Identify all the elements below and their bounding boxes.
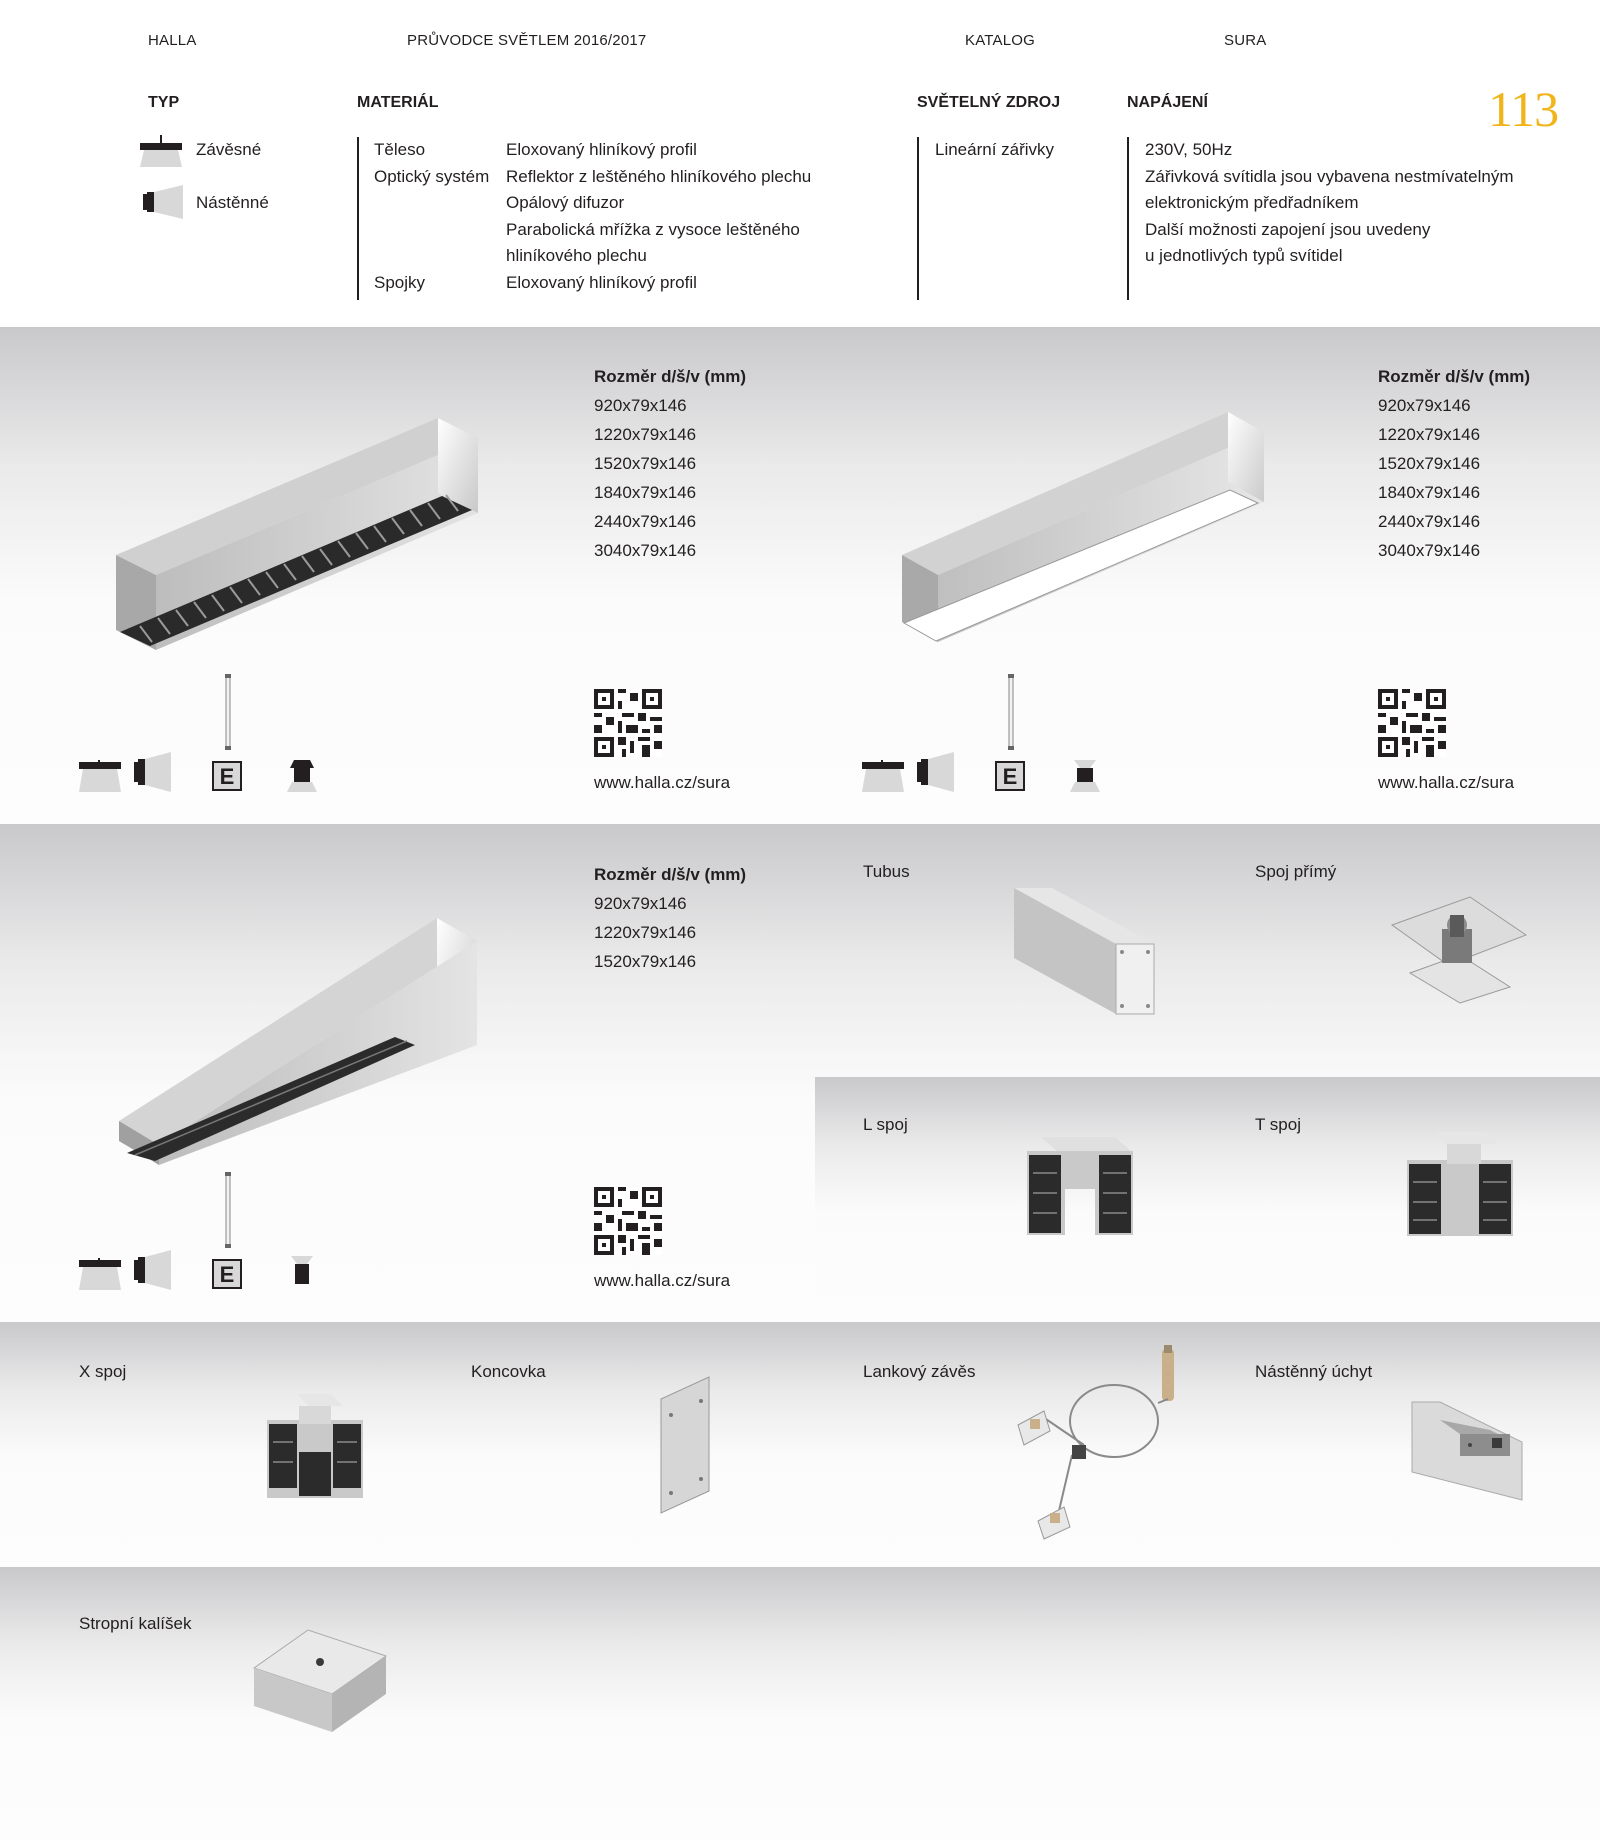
catalog-label: KATALOG: [965, 32, 1036, 49]
wall-bracket-image: [1410, 1400, 1525, 1502]
fluorescent-tube-icon: [1008, 674, 1014, 750]
material-row: Parabolická mřížka z vysoce leštěného: [506, 219, 800, 239]
pendant-icon: [79, 1258, 121, 1290]
lamp-icon-set: [79, 674, 339, 794]
product-1-url-link[interactable]: www.halla.cz/sura: [594, 773, 731, 792]
guide-title: PRŮVODCE SVĚTLEM 2016/2017: [407, 32, 647, 49]
dimension-item: 920x79x146: [594, 396, 687, 415]
pendant-icon: [79, 760, 121, 792]
svg-text:E: E: [1002, 764, 1018, 789]
dimension-item: 1520x79x146: [594, 952, 697, 971]
pendant-icon: [862, 760, 904, 792]
qr-code-icon[interactable]: [594, 1187, 662, 1255]
dimension-item: 2440x79x146: [594, 512, 697, 531]
accessory-label-nastenny-uchyt: Nástěnný úchyt: [1255, 1362, 1373, 1381]
qr-code-icon[interactable]: [594, 689, 662, 757]
power-text: 230V, 50Hz Zářivková svítidla jsou vybavena nestmívatelným elektronickým předřadníkem Další možnosti zapojení jsou uvedeny u jednotlivých typů svítidel: [1145, 140, 1514, 265]
light-source-divider: [917, 137, 919, 300]
dimension-item: 920x79x146: [594, 894, 687, 913]
lamp-icon-set: [79, 1172, 339, 1292]
svg-text:E: E: [219, 1262, 235, 1287]
material-row: Opálový difuzor: [506, 193, 625, 212]
dimension-item: 1220x79x146: [594, 425, 697, 444]
dimension-item: 1220x79x146: [1378, 425, 1481, 444]
dimension-item: 1840x79x146: [1378, 483, 1481, 502]
svg-text:E: E: [219, 764, 235, 789]
qr-code-icon[interactable]: [1378, 689, 1446, 757]
product-1-dimensions: [594, 362, 746, 565]
t-connector-image: [1405, 1130, 1515, 1238]
accessory-label-lankovy-zaves: Lankový závěs: [863, 1362, 976, 1381]
light-distribution-icon: [1070, 760, 1100, 792]
accessory-label-stropni-kalisek: Stropní kalíšek: [79, 1614, 192, 1633]
accessory-label-tubus: Tubus: [863, 862, 910, 881]
accessory-label-t-spoj: T spoj: [1255, 1115, 1301, 1134]
wall-mount-icon: [143, 185, 183, 219]
typ-label-pendant: Závěsné: [196, 140, 262, 159]
accessory-label-l-spoj: L spoj: [863, 1115, 908, 1134]
dimension-title: Rozměr d/š/v (mm): [594, 865, 747, 884]
dimension-item: 3040x79x146: [1378, 541, 1481, 560]
product-2-dimensions: [1378, 362, 1530, 565]
typ-label-wall: Nástěnné: [196, 193, 269, 212]
power-divider: [1127, 137, 1129, 300]
dimension-item: 1520x79x146: [1378, 454, 1481, 473]
dimension-item: 1520x79x146: [594, 454, 697, 473]
luminaire-slit-image: [115, 915, 485, 1165]
luminaire-diffuser-image: [898, 410, 1268, 650]
fluorescent-tube-icon: [225, 674, 231, 750]
product-3-url-link[interactable]: www.halla.cz/sura: [594, 1271, 731, 1290]
product-2-url-link[interactable]: www.halla.cz/sura: [1378, 773, 1515, 792]
dimension-item: 1220x79x146: [594, 923, 697, 942]
material-table: [374, 137, 811, 296]
lamp-icon-set: [862, 674, 1122, 794]
x-connector-image: [265, 1392, 365, 1502]
accessory-label-koncovka: Koncovka: [471, 1362, 546, 1381]
l-connector-image: [1025, 1133, 1135, 1238]
dimension-item: 920x79x146: [1378, 396, 1471, 415]
power-title: NAPÁJENÍ: [1127, 94, 1208, 111]
wall-mount-icon: [134, 1250, 171, 1290]
light-distribution-icon: [287, 760, 317, 792]
product-name: SURA: [1224, 32, 1267, 49]
p3-icon-row: [79, 1172, 339, 1292]
material-row: hliníkového plechu: [506, 246, 647, 265]
wire-suspension-image: [1010, 1345, 1190, 1540]
accessory-label-x-spoj: X spoj: [79, 1362, 127, 1381]
material-row: Optický systém Reflektor z leštěného hliníkového plechu: [374, 166, 812, 186]
accessory-band-3: [0, 1322, 1600, 1567]
typ-title: TYP: [148, 94, 180, 111]
luminaire-grid-image: [110, 410, 490, 650]
material-title: MATERIÁL: [357, 94, 439, 111]
class-e-icon: [996, 762, 1024, 790]
dimension-item: 3040x79x146: [594, 541, 697, 560]
material-row: Spojky Eloxovaný hliníkový profil: [374, 272, 697, 292]
page-number: 113: [1488, 81, 1559, 137]
dimension-title: Rozměr d/š/v (mm): [1378, 367, 1531, 386]
light-source-value: Lineární zářivky: [935, 140, 1055, 159]
brand-name: HALLA: [148, 32, 197, 49]
light-source-title: SVĚTELNÝ ZDROJ: [917, 94, 1061, 111]
accessory-label-spoj-primy: Spoj přímý: [1255, 862, 1337, 881]
wall-mount-icon: [917, 752, 954, 792]
p2-icon-row: [862, 674, 1122, 794]
tubus-image: [1012, 886, 1157, 1021]
pendant-icon: [140, 135, 182, 167]
ceiling-cup-image: [252, 1628, 388, 1734]
class-e-icon: [213, 1260, 241, 1288]
p1-icon-row: [79, 674, 339, 794]
end-cap-image: [657, 1375, 713, 1515]
wall-mount-icon: [134, 752, 171, 792]
class-e-icon: [213, 762, 241, 790]
straight-connector-image: [1390, 895, 1530, 1005]
dimension-title: Rozměr d/š/v (mm): [594, 367, 747, 386]
accessory-band-4: [0, 1567, 1600, 1840]
fluorescent-tube-icon: [225, 1172, 231, 1248]
dimension-item: 2440x79x146: [1378, 512, 1481, 531]
material-divider: [357, 137, 359, 300]
material-row: Těleso Eloxovaný hliníkový profil: [374, 140, 697, 159]
product-3-dimensions: [594, 860, 746, 976]
light-distribution-icon: [291, 1256, 313, 1284]
dimension-item: 1840x79x146: [594, 483, 697, 502]
